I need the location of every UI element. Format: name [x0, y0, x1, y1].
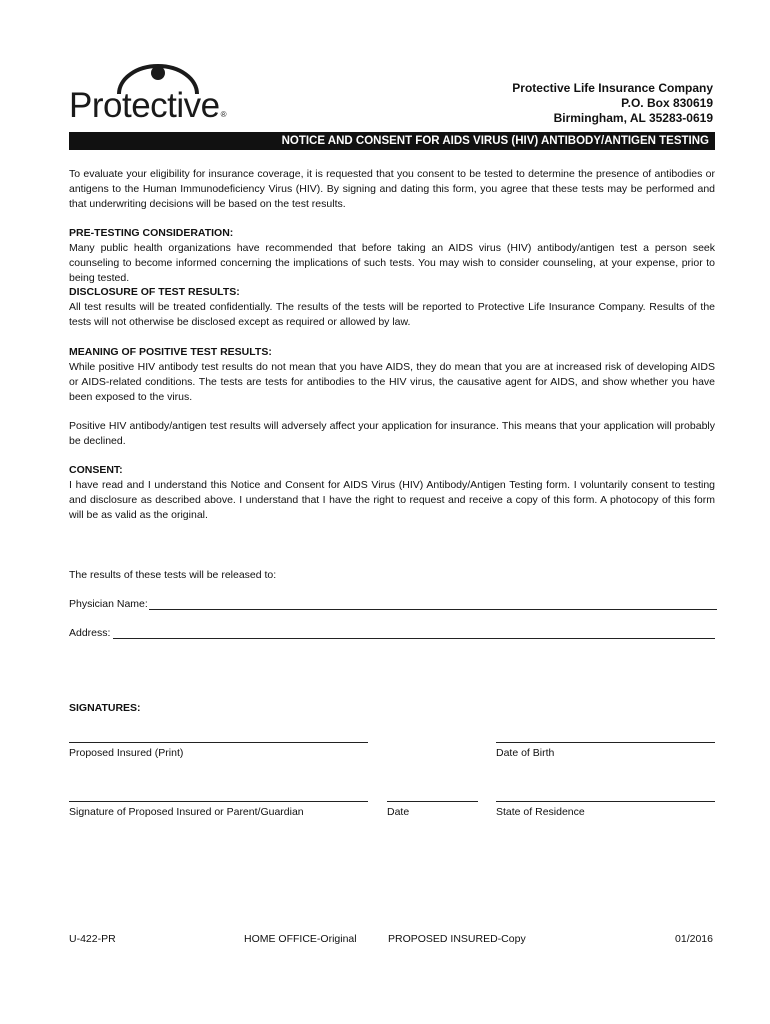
pretesting-text: Many public health organizations have recommended that before taking an AIDS virus (HIV) antibody/antigen test a person seek counseling to become informed concerning the implications of such tests. You may wish to consider counseling, at your expense, prior to being tested. — [69, 242, 715, 284]
home-office-copy: HOME OFFICE-Original — [244, 933, 357, 945]
release-intro: The results of these tests will be released to: — [69, 569, 277, 581]
consent-heading: CONSENT: — [69, 464, 123, 476]
address-label: Address: — [69, 627, 111, 639]
po-box: P.O. Box 830619 — [621, 96, 713, 110]
city-line: Birmingham, AL 35283-0619 — [553, 111, 713, 125]
positive-results-paragraph: Positive HIV antibody/antigen test results will adversely affect your application for insurance. This means that your application will probably be declined. — [69, 420, 715, 447]
date-label: Date — [387, 806, 410, 818]
address-field[interactable] — [113, 638, 715, 639]
physician-name-field[interactable] — [149, 609, 717, 610]
signature-label: Signature of Proposed Insured or Parent/Guardian — [69, 806, 304, 818]
registered-mark: ® — [220, 110, 227, 119]
form-date: 01/2016 — [675, 933, 713, 945]
logo-text: Protective — [69, 86, 220, 125]
pretesting-section — [69, 226, 715, 286]
state-of-residence-field[interactable] — [496, 801, 715, 802]
disclosure-text: All test results will be treated confidentially. The results of the tests will be reported to Protective Life Insurance Company. Results of the tests will not otherwise be disclosed except as required or allowed by law. — [69, 301, 715, 328]
date-of-birth-field[interactable] — [496, 742, 715, 743]
proposed-insured-print-field[interactable] — [69, 742, 368, 743]
signature-field[interactable] — [69, 801, 368, 802]
company-name: Protective Life Insurance Company — [512, 81, 713, 95]
consent-section — [69, 463, 715, 523]
state-of-residence-label: State of Residence — [496, 806, 585, 818]
disclosure-section — [69, 285, 715, 330]
meaning-section — [69, 345, 715, 405]
form-number: U-422-PR — [69, 933, 116, 945]
proposed-insured-copy: PROPOSED INSURED-Copy — [388, 933, 526, 945]
company-address — [512, 81, 713, 126]
disclosure-heading: DISCLOSURE OF TEST RESULTS: — [69, 286, 240, 298]
proposed-insured-print-label: Proposed Insured (Print) — [69, 747, 184, 759]
date-of-birth-label: Date of Birth — [496, 747, 555, 759]
consent-text: I have read and I understand this Notice and Consent for AIDS Virus (HIV) Antibody/Antigen Testing form. I voluntarily consent to testing and disclosure as described above. I understand that I have the right to request and receive a copy of this form. A photocopy of this form will be as valid as the original. — [69, 479, 715, 521]
meaning-text: While positive HIV antibody test results do not mean that you have AIDS, they do mean that you are at increased risk of developing AIDS or AIDS-related conditions. The tests are tests for antibodies to the HIV virus, the causative agent for AIDS, and show whether you have been exposed to the virus. — [69, 361, 715, 403]
form-title: NOTICE AND CONSENT FOR AIDS VIRUS (HIV) ANTIBODY/ANTIGEN TESTING — [69, 132, 715, 150]
physician-name-label: Physician Name: — [69, 598, 148, 610]
meaning-heading: MEANING OF POSITIVE TEST RESULTS: — [69, 346, 272, 358]
pretesting-heading: PRE-TESTING CONSIDERATION: — [69, 227, 234, 239]
signatures-heading: SIGNATURES: — [69, 702, 141, 714]
intro-paragraph: To evaluate your eligibility for insurance coverage, it is requested that you consent to be tested to determine the presence of antibodies or antigens to the Human Immunodeficiency Virus (HIV). By signing and dating this form, you agree that these tests may be performed and that underwriting decisions will be based on the test results. — [69, 168, 715, 210]
logo-wordmark — [69, 88, 226, 123]
date-field[interactable] — [387, 801, 478, 802]
